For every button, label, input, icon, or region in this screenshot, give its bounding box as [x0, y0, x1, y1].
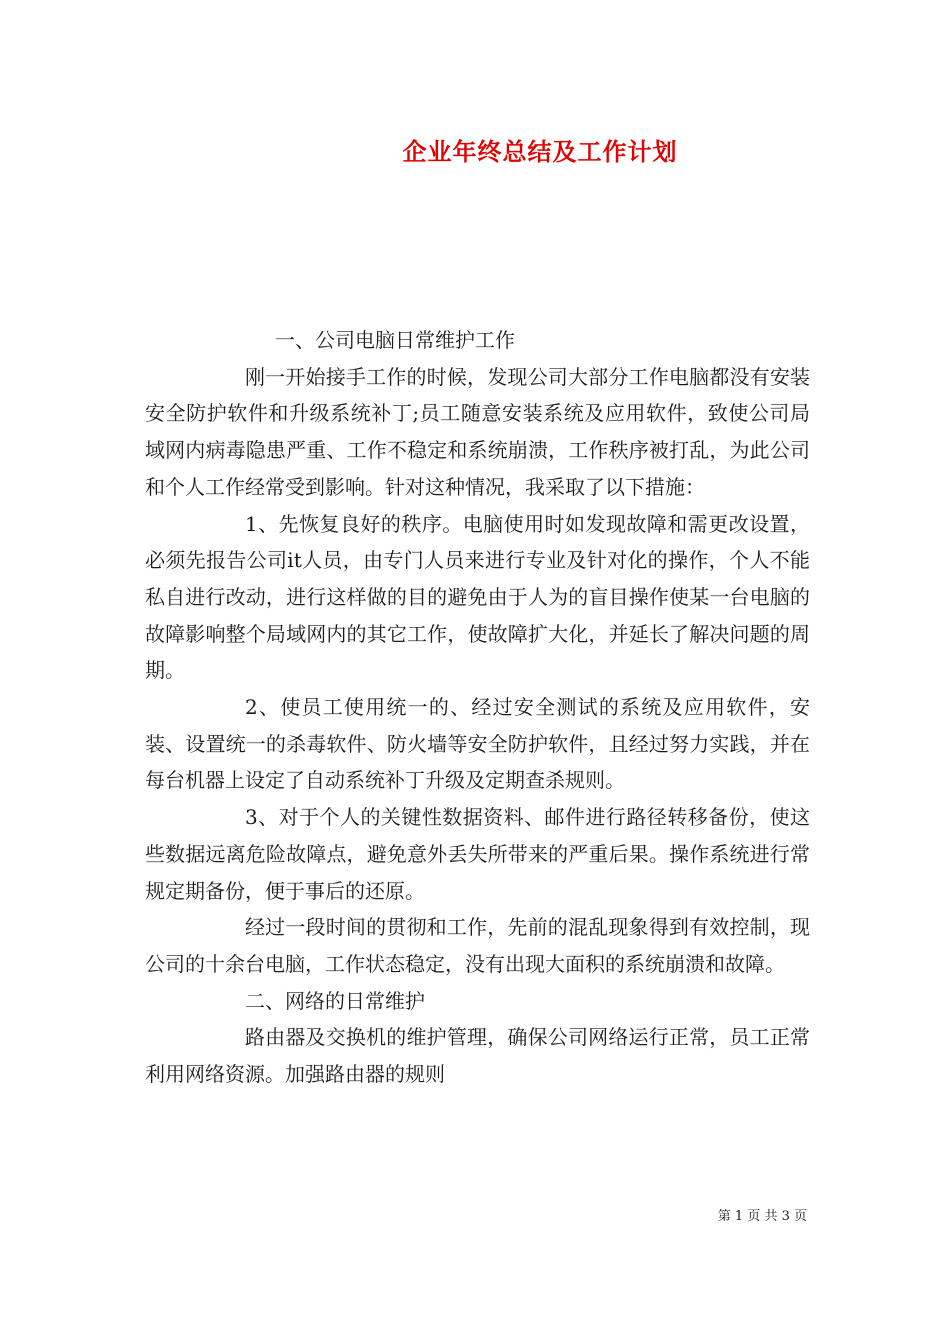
section-heading-1: 一、公司电脑日常维护工作 [275, 328, 515, 352]
document-body [145, 322, 810, 1093]
paragraph: 2、使员工使用统一的、经过安全测试的系统及应用软件，安装、设置统一的杀毒软件、防火墙等安全防护软件，且经过努力实践，并在每台机器上设定了自动系统补丁升级及定期查杀规则。 [145, 695, 810, 793]
paragraph: 刚一开始接手工作的时候，发现公司大部分工作电脑都没有安装安全防护软件和升级系统补丁;员工随意安装系统及应用软件，致使公司局域网内病毒隐患严重、工作不稳定和系统崩溃，工作秩序被打乱，为此公司和个人工作经常受到影响。针对这种情况，我采取了以下措施： [145, 364, 810, 499]
paragraph: 3、对于个人的关键性数据资料、邮件进行路径转移备份，使这些数据远离危险故障点，避免意外丢失所带来的严重后果。操作系统进行常规定期备份，便于事后的还原。 [145, 805, 810, 903]
paragraph: 1、先恢复良好的秩序。电脑使用时如发现故障和需更改设置，必须先报告公司it人员，由专门人员来进行专业及针对化的操作，个人不能私自进行改动，进行这样做的目的避免由于人为的盲目操作使某一台电脑的故障影响整个局域网内的其它工作，使故障扩大化，并延长了解决问题的周期。 [145, 511, 810, 683]
paragraph: 路由器及交换机的维护管理，确保公司网络运行正常，员工正常利用网络资源。加强路由器的规则 [145, 1025, 810, 1087]
page-number: 第 1 页 共 3 页 [717, 1209, 807, 1224]
paragraph: 经过一段时间的贯彻和工作，先前的混乱现象得到有效控制，现公司的十余台电脑，工作状态稳定，没有出现大面积的系统崩溃和故障。 [145, 915, 810, 976]
document-title: 企业年终总结及工作计划 [402, 137, 678, 166]
section-heading-2: 二、网络的日常维护 [245, 988, 425, 1013]
